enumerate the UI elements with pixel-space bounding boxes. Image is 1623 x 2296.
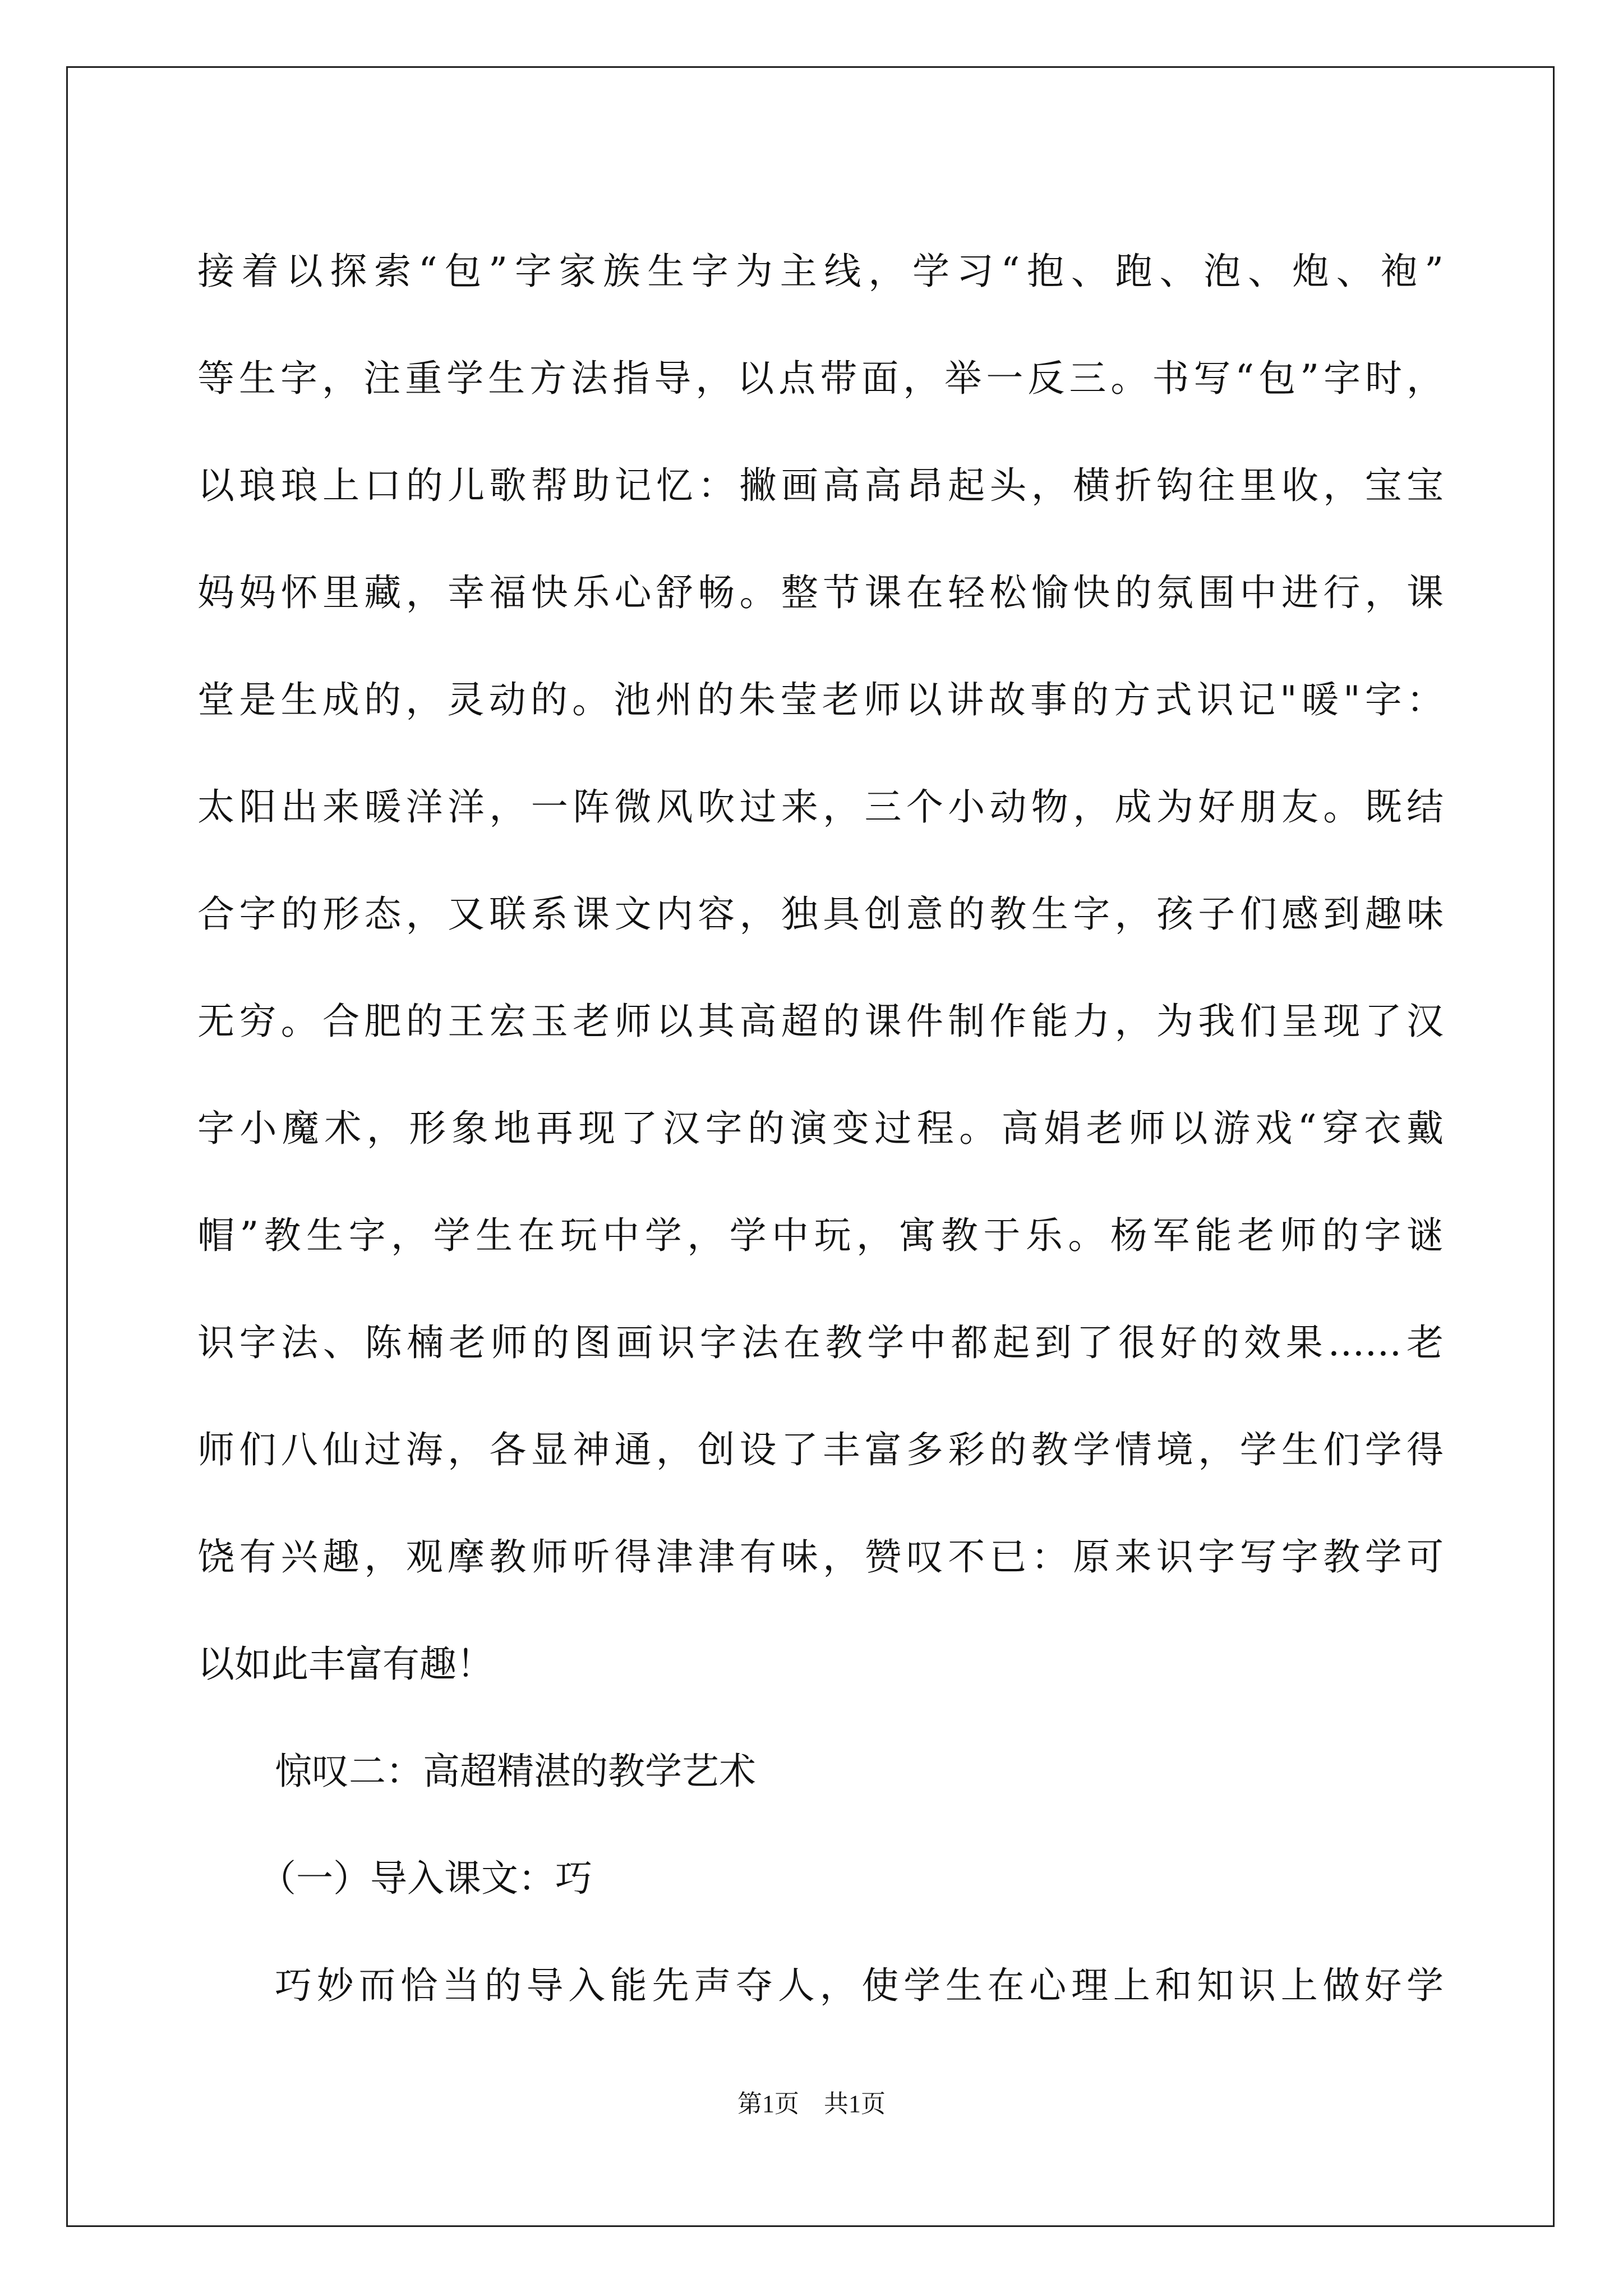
paragraph-line: 字小魔术，形象地再现了汉字的演变过程。高娟老师以游戏“穿衣戴 [197, 1107, 1444, 1150]
paragraph-line: 以如此丰富有趣！ [197, 1642, 494, 1686]
paragraph-line: 妈妈怀里藏，幸福快乐心舒畅。整节课在轻松愉快的氛围中进行，课 [197, 571, 1444, 614]
paragraph-line: 识字法、陈楠老师的图画识字法在教学中都起到了很好的效果……老 [197, 1321, 1444, 1364]
page-number-footer: 第1页 共1页 [737, 2090, 886, 2118]
paragraph-line: 师们八仙过海，各显神通，创设了丰富多彩的教学情境，学生们学得 [197, 1428, 1444, 1471]
paragraph-line: 以琅琅上口的儿歌帮助记忆：撇画高高昂起头，横折钩往里收，宝宝 [197, 464, 1444, 507]
paragraph-line: 帽”教生字，学生在玩中学，学中玩，寓教于乐。杨军能老师的字谜 [197, 1214, 1444, 1257]
paragraph-line: 巧妙而恰当的导入能先声夺人，使学生在心理上和知识上做好学 [275, 1964, 1444, 2007]
section-heading: 惊叹二：高超精湛的教学艺术 [275, 1750, 756, 1793]
section-subheading: （一）导入课文：巧 [259, 1857, 592, 1900]
paragraph-line: 饶有兴趣，观摩教师听得津津有味，赞叹不已：原来识字写字教学可 [197, 1535, 1444, 1579]
paragraph-line: 堂是生成的，灵动的。池州的朱莹老师以讲故事的方式识记"暖"字： [197, 678, 1444, 721]
document-body [197, 218, 1444, 2039]
paragraph-line: 合字的形态，又联系课文内容，独具创意的教生字，孩子们感到趣味 [197, 892, 1444, 936]
paragraph-line: 接着以探索“包”字家族生字为主线，学习“抱、跑、泡、炮、袍” [197, 250, 1444, 293]
paragraph-line: 太阳出来暖洋洋，一阵微风吹过来，三个小动物，成为好朋友。既结 [197, 785, 1444, 829]
paragraph-line: 无穷。合肥的王宏玉老师以其高超的课件制作能力，为我们呈现了汉 [197, 1000, 1444, 1043]
paragraph-line: 等生字，注重学生方法指导，以点带面，举一反三。书写“包”字时， [197, 357, 1444, 400]
